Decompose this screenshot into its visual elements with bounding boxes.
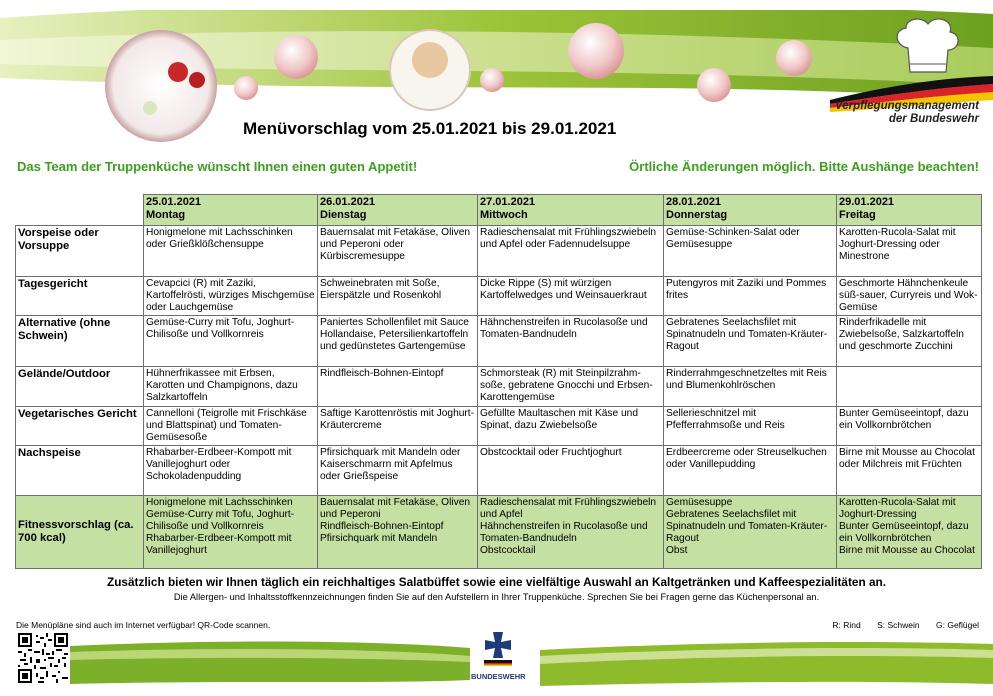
menu-cell: Bunter Gemüseeintopf, dazu ein Vollkornbrötchen xyxy=(837,406,982,445)
menu-cell: Rinderfrikadelle mit Zwiebelsoße, Salzkartoffeln und geschmorte Zucchini xyxy=(837,316,982,367)
table-corner-cell xyxy=(16,195,144,226)
menu-cell: Dicke Rippe (S) mit würzigen Kartoffelwedges und Weinsauerkraut xyxy=(478,277,664,316)
fitness-row xyxy=(16,495,982,568)
row-category: Gelände/Outdoor xyxy=(16,367,144,406)
fitness-item: Honigmelone mit Lachsschinken xyxy=(146,496,293,508)
salad-buffet-note: Zusätzlich bieten wir Ihnen täglich ein reichhaltiges Salatbüffet sowie eine vielfältige Auswahl an Kaltgetränken und Kaffeespezialitäten an. xyxy=(107,575,886,589)
fitness-item: Radieschensalat mit Frühlingszwiebeln und Apfel xyxy=(480,496,657,520)
day-date: 28.01.2021 xyxy=(666,196,722,208)
day-name: Dienstag xyxy=(320,209,367,221)
row-category: Fitnessvorschlag (ca. 700 kcal) xyxy=(16,495,144,568)
menu-cell: Putengyros mit Zaziki und Pommes frites xyxy=(664,277,837,316)
menu-cell: Bauernsalat mit Fetakäse, Oliven und Peperoni oder Kürbiscremesuppe xyxy=(318,226,478,277)
menu-cell: Rindfleisch-Bohnen-Eintopf xyxy=(318,367,478,406)
day-name: Mittwoch xyxy=(480,209,528,221)
fitness-item: Bunter Gemüseeintopf, dazu ein Vollkornbrötchen xyxy=(839,521,969,545)
table-header-row xyxy=(16,195,982,226)
brand-line-2: der Bundeswehr xyxy=(888,113,979,125)
fitness-item: Gemüse-Curry mit Tofu, Joghurt-Chilisoße und Vollkornreis xyxy=(146,508,295,533)
menu-cell: Gefüllte Maultaschen mit Käse und Spinat, dazu Zwiebelsoße xyxy=(478,406,664,445)
menu-cell: Paniertes Schollenfilet mit Sauce Hollandaise, Petersilienkartoffeln und gedünstetes Gartengemüse xyxy=(318,316,478,367)
menu-cell: Saftige Karottenröstis mit Joghurt-Kräutercreme xyxy=(318,406,478,445)
table-row xyxy=(16,406,982,445)
bundeswehr-logo-label: BUNDESWEHR xyxy=(471,672,526,681)
menu-cell: Schmorsteak (R) mit Steinpilzrahm-soße, gebratene Gnocchi und Erbsen-Karottengemüse xyxy=(478,367,664,406)
fitness-item: Karotten-Rucola-Salat mit Joghurt-Dressing xyxy=(839,496,956,520)
menu-cell: Pfirsichquark mit Mandeln oder Kaiserschmarrn mit Apfelmus oder Grießspeise xyxy=(318,445,478,495)
day-header-thursday xyxy=(664,195,837,226)
fitness-item: Bauernsalat mit Fetakäse, Oliven und Peperoni xyxy=(320,496,471,520)
menu-cell: Hühnerfrikassee mit Erbsen, Karotten und Champignons, dazu Salzkartoffeln xyxy=(144,367,318,406)
fitness-cell xyxy=(664,495,837,568)
table-row xyxy=(16,445,982,495)
menu-cell: Cannelloni (Teigrolle mit Frischkäse und Blattspinat) und Tomaten-Gemüsesoße xyxy=(144,406,318,445)
menu-cell: Karotten-Rucola-Salat mit Joghurt-Dressing oder Minestrone xyxy=(837,226,982,277)
day-date: 29.01.2021 xyxy=(839,196,895,208)
brand-line-1: Verpflegungsmanagement xyxy=(835,100,979,112)
menu-cell: Obstcocktail oder Fruchtjoghurt xyxy=(478,445,664,495)
bundeswehr-logo xyxy=(471,630,525,686)
fitness-item: Birne mit Mousse au Chocolat xyxy=(839,545,975,557)
table-row xyxy=(16,316,982,367)
menu-cell: Erdbeercreme oder Streuselkuchen oder Vanillepudding xyxy=(664,445,837,495)
day-header-friday xyxy=(837,195,982,226)
menu-cell: Schweinebraten mit Soße, Eierspätzle und Rosenkohl xyxy=(318,277,478,316)
day-date: 25.01.2021 xyxy=(146,196,202,208)
day-header-monday xyxy=(144,195,318,226)
fitness-cell xyxy=(144,495,318,568)
fitness-item: Pfirsichquark mit Mandeln xyxy=(320,533,438,545)
fitness-item: Gemüsesuppe xyxy=(666,496,733,508)
menu-cell: Birne mit Mousse au Chocolat oder Milchreis mit Früchten xyxy=(837,445,982,495)
menu-table xyxy=(15,194,982,569)
day-header-wednesday xyxy=(478,195,664,226)
menu-cell: Geschmorte Hähnchenkeule süß-sauer, Curryreis und Wok-Gemüse xyxy=(837,277,982,316)
fitness-cell xyxy=(318,495,478,568)
table-row xyxy=(16,277,982,316)
row-category: Vegetarisches Gericht xyxy=(16,406,144,445)
day-name: Donnerstag xyxy=(666,209,728,221)
menu-cell: Gemüse-Curry mit Tofu, Joghurt-Chilisoße und Vollkornreis xyxy=(144,316,318,367)
menu-cell xyxy=(837,367,982,406)
row-category: Vorspeise oder Vorsuppe xyxy=(16,226,144,277)
menu-cell: Rinderrahmgeschnetzeltes mit Reis und Blumenkohlröschen xyxy=(664,367,837,406)
day-header-tuesday xyxy=(318,195,478,226)
menu-cell: Sellerieschnitzel mit Pfefferrahmsoße und Reis xyxy=(664,406,837,445)
slogan-right: Örtliche Änderungen möglich. Bitte Aushänge beachten! xyxy=(629,159,979,174)
page-title: Menüvorschlag vom 25.01.2021 bis 29.01.2021 xyxy=(243,119,617,138)
fitness-item: Gebratenes Seelachsfilet mit Spinatnudeln und Tomaten-Kräuter-Ragout xyxy=(666,508,828,545)
day-date: 26.01.2021 xyxy=(320,196,376,208)
menu-cell: Cevapcici (R) mit Zaziki, Kartoffelrösti, würziges Mischgemüse oder Lauchgemüse xyxy=(144,277,318,316)
fitness-item: Obstcocktail xyxy=(480,545,536,557)
legend-beef: R: Rind xyxy=(832,620,861,630)
menu-cell: Gebratenes Seelachsfilet mit Spinatnudeln und Tomaten-Kräuter-Ragout xyxy=(664,316,837,367)
fitness-item: Hähnchenstreifen in Rucolasoße und Tomaten-Bandnudeln xyxy=(480,521,648,545)
qr-hint: Die Menüpläne sind auch im Internet verfügbar! QR-Code scannen. xyxy=(16,620,271,630)
table-row xyxy=(16,367,982,406)
row-category: Tagesgericht xyxy=(16,277,144,316)
menu-cell: Hähnchenstreifen in Rucolasoße und Tomaten-Bandnudeln xyxy=(478,316,664,367)
row-category: Nachspeise xyxy=(16,445,144,495)
table-row xyxy=(16,226,982,277)
fitness-item: Rindfleisch-Bohnen-Eintopf xyxy=(320,521,444,533)
fitness-item: Obst xyxy=(666,545,688,557)
allergen-note: Die Allergen- und Inhaltsstoffkennzeichnungen finden Sie auf den Aufstellern in Ihrer Truppenküche. Sprechen Sie bei Fragen gerne das Küchenpersonal an. xyxy=(173,592,820,602)
fitness-cell xyxy=(478,495,664,568)
slogan-left: Das Team der Truppenküche wünscht Ihnen einen guten Appetit! xyxy=(17,159,418,174)
menu-cell: Gemüse-Schinken-Salat oder Gemüsesuppe xyxy=(664,226,837,277)
brand-block xyxy=(835,100,979,126)
fitness-cell xyxy=(837,495,982,568)
fitness-item: Rhabarber-Erdbeer-Kompott mit Vanillejoghurt xyxy=(146,533,292,557)
menu-cell: Rhabarber-Erdbeer-Kompott mit Vanillejoghurt oder Schokoladenpudding xyxy=(144,445,318,495)
legend-poultry: G: Geflügel xyxy=(936,620,979,630)
menu-cell: Honigmelone mit Lachsschinken oder Grießklößchensuppe xyxy=(144,226,318,277)
qr-code-image[interactable] xyxy=(18,633,68,683)
day-name: Montag xyxy=(146,209,186,221)
day-date: 27.01.2021 xyxy=(480,196,536,208)
legend-pork: S: Schwein xyxy=(877,620,920,630)
menu-cell: Radieschensalat mit Frühlingszwiebeln und Apfel oder Fadennudelsuppe xyxy=(478,226,664,277)
day-name: Freitag xyxy=(839,209,876,221)
row-category: Alternative (ohne Schwein) xyxy=(16,316,144,367)
iron-cross-icon xyxy=(481,630,515,666)
